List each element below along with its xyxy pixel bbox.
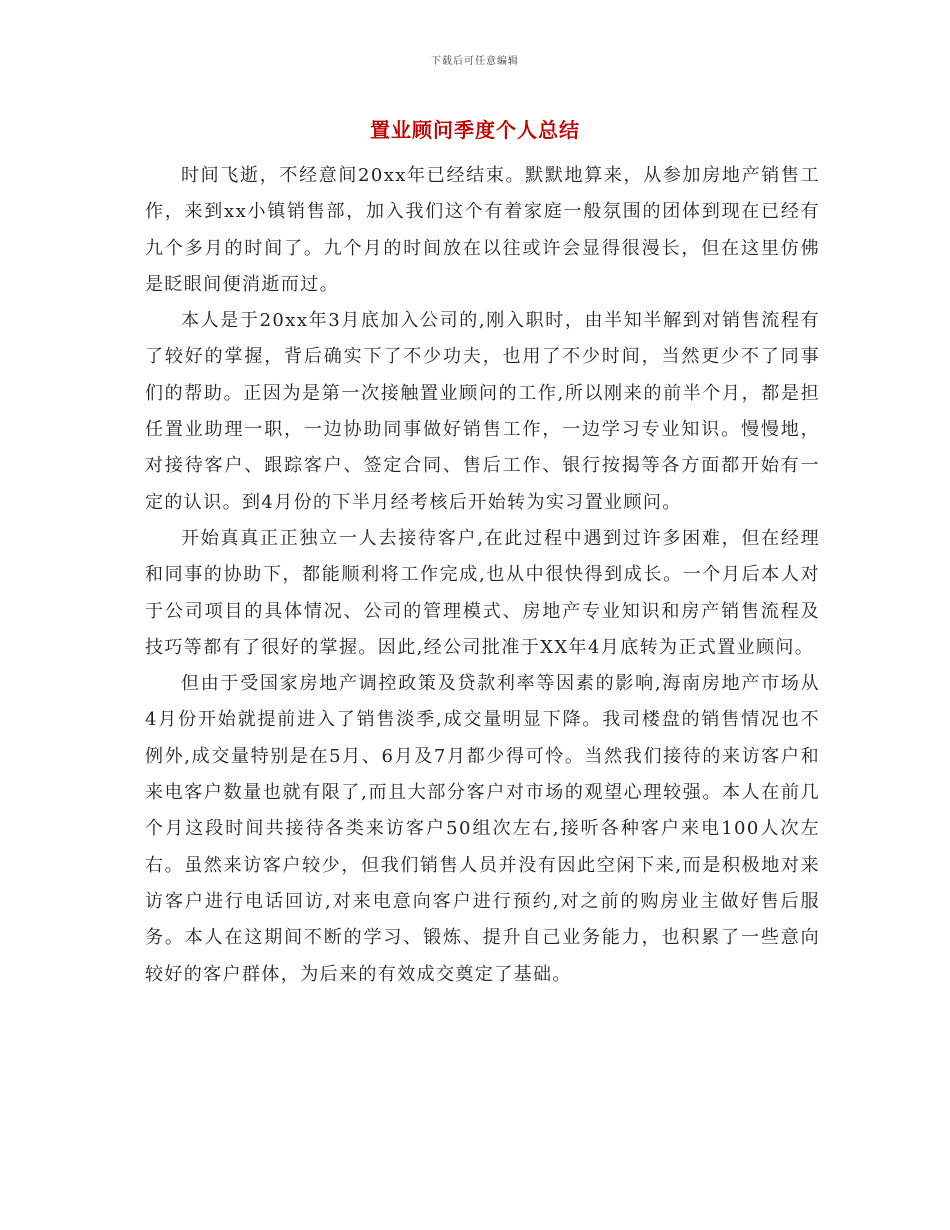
document-title: 置业顾问季度个人总结 [370, 118, 580, 142]
document-body [145, 158, 820, 993]
paragraph-3: 开始真真正正独立一人去接待客户,在此过程中遇到过许多困难，但在经理和同事的协助下，都能顺利将工作完成,也从中很快得到成长。一个月后本人对于公司项目的具体情况、公司的管理模式、房地产专业知识和房产销售流程及技巧等都有了很好的掌握。因此,经公司批准于XX年4月底转为正式置业顾问。 [145, 527, 820, 658]
paragraph-1: 时间飞逝，不经意间20xx年已经结束。默默地算来，从参加房地产销售工作，来到xx小镇销售部，加入我们这个有着家庭一般氛围的团体到现在已经有九个多月的时间了。九个月的时间放在以往或许会显得很漫长，但在这里仿佛是眨眼间便消逝而过。 [145, 165, 820, 295]
paragraph-2: 本人是于20xx年3月底加入公司的,刚入职时，由半知半解到对销售流程有了较好的掌握，背后确实下了不少功夫，也用了不少时间，当然更少不了同事们的帮助。正因为是第一次接触置业顾问的工作,所以刚来的前半个月，都是担任置业助理一职，一边协助同事做好销售工作，一边学习专业知识。慢慢地，对接待客户、跟踪客户、签定合同、售后工作、银行按揭等各方面都开始有一定的认识。到4月份的下半月经考核后开始转为实习置业顾问。 [145, 310, 820, 513]
header-note: 下载后可任意编辑 [431, 56, 519, 67]
paragraph-4: 但由于受国家房地产调控政策及贷款利率等因素的影响,海南房地产市场从4月份开始就提前进入了销售淡季,成交量明显下降。我司楼盘的销售情况也不例外,成交量特别是在5月、6月及7月都少得可怜。当然我们接待的来访客户和来电客户数量也就有限了,而且大部分客户对市场的观望心理较强。本人在前几个月这段时间共接待各类来访客户50组次左右,接听各种客户来电100人次左右。虽然来访客户较少，但我们销售人员并没有因此空闲下来,而是积极地对来访客户进行电话回访,对来电意向客户进行预约,对之前的购房业主做好售后服务。本人在这期间不断的学习、锻炼、提升自己业务能力，也积累了一些意向较好的客户群体，为后来的有效成交奠定了基础。 [145, 673, 820, 985]
